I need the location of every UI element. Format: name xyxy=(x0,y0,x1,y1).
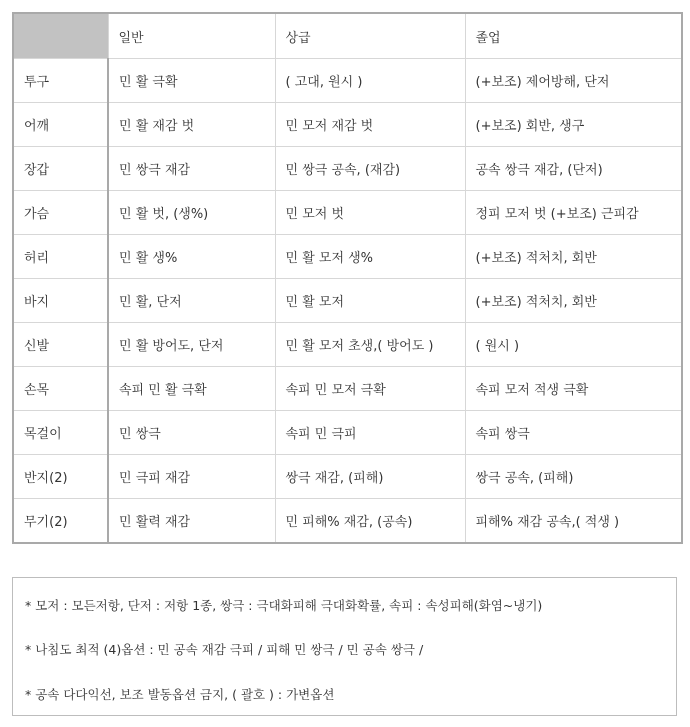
gear-option-table xyxy=(12,12,683,544)
table-cell: 민 활 극확 xyxy=(108,59,275,103)
table-cell: 민 활 모저 xyxy=(275,279,465,323)
note-abbreviations: * 모저 : 모든저항, 단저 : 저항 1종, 쌍극 : 극대화피해 극대화확률, 속피 : 속성피해(화염~냉기) xyxy=(25,598,543,613)
table-cell: 민 활 생% xyxy=(108,235,275,279)
note-attack-speed: * 공속 다다익선, 보조 발동옵션 금지, ( 괄호 ) : 가변옵션 xyxy=(25,687,335,702)
table-cell: 민 쌍극 공속, (재감) xyxy=(275,147,465,191)
gear-table-container xyxy=(12,12,681,544)
table-cell: 쌍극 재감, (피해) xyxy=(275,455,465,499)
table-cell: 정피 모저 벗 (+보조) 근피감 xyxy=(465,191,682,235)
table-cell: 민 모저 벗 xyxy=(275,191,465,235)
table-row xyxy=(13,499,682,544)
table-cell: 민 활, 단저 xyxy=(108,279,275,323)
table-row xyxy=(13,279,682,323)
row-header: 가슴 xyxy=(13,191,108,235)
table-cell: (+보조) 적처치, 회반 xyxy=(465,279,682,323)
column-header-basic: 일반 xyxy=(108,13,275,59)
row-header: 반지(2) xyxy=(13,455,108,499)
table-cell: 속피 쌍극 xyxy=(465,411,682,455)
table-cell: 민 피해% 재감, (공속) xyxy=(275,499,465,544)
table-cell: 민 활 재감 벗 xyxy=(108,103,275,147)
row-header: 장갑 xyxy=(13,147,108,191)
row-header: 손목 xyxy=(13,367,108,411)
table-row xyxy=(13,411,682,455)
table-header-row xyxy=(13,13,682,59)
table-row xyxy=(13,323,682,367)
table-row xyxy=(13,103,682,147)
table-cell: 민 활력 재감 xyxy=(108,499,275,544)
table-cell: 민 쌍극 xyxy=(108,411,275,455)
table-cell: 속피 민 극피 xyxy=(275,411,465,455)
column-header-endgame: 졸업 xyxy=(465,13,682,59)
corner-cell xyxy=(13,13,108,59)
row-header: 허리 xyxy=(13,235,108,279)
table-row xyxy=(13,147,682,191)
table-row xyxy=(13,191,682,235)
table-row xyxy=(13,455,682,499)
notes-box xyxy=(12,577,677,716)
table-cell: (+보조) 회반, 생구 xyxy=(465,103,682,147)
table-cell: 민 활 모저 생% xyxy=(275,235,465,279)
table-cell: 속피 민 활 극확 xyxy=(108,367,275,411)
note-compass-options: * 나침도 최적 (4)옵션 : 민 공속 재감 극피 / 피해 민 쌍극 / 민 공속 쌍극 / xyxy=(25,642,424,657)
table-cell: 민 활 방어도, 단저 xyxy=(108,323,275,367)
table-row xyxy=(13,59,682,103)
table-cell: ( 원시 ) xyxy=(465,323,682,367)
row-header: 목걸이 xyxy=(13,411,108,455)
table-cell: 쌍극 공속, (피해) xyxy=(465,455,682,499)
table-cell: 민 극피 재감 xyxy=(108,455,275,499)
table-cell: 속피 모저 적생 극확 xyxy=(465,367,682,411)
table-cell: 민 모저 재감 벗 xyxy=(275,103,465,147)
row-header: 무기(2) xyxy=(13,499,108,544)
table-cell: 민 활 모저 초생,( 방어도 ) xyxy=(275,323,465,367)
table-row xyxy=(13,367,682,411)
row-header: 신발 xyxy=(13,323,108,367)
table-cell: 민 활 벗, (생%) xyxy=(108,191,275,235)
table-cell: ( 고대, 원시 ) xyxy=(275,59,465,103)
row-header: 바지 xyxy=(13,279,108,323)
row-header: 투구 xyxy=(13,59,108,103)
table-cell: 속피 민 모저 극확 xyxy=(275,367,465,411)
table-cell: (+보조) 적처치, 회반 xyxy=(465,235,682,279)
table-cell: 공속 쌍극 재감, (단저) xyxy=(465,147,682,191)
column-header-advanced: 상급 xyxy=(275,13,465,59)
table-row xyxy=(13,235,682,279)
table-cell: 피해% 재감 공속,( 적생 ) xyxy=(465,499,682,544)
table-cell: 민 쌍극 재감 xyxy=(108,147,275,191)
row-header: 어깨 xyxy=(13,103,108,147)
table-cell: (+보조) 제어방해, 단저 xyxy=(465,59,682,103)
